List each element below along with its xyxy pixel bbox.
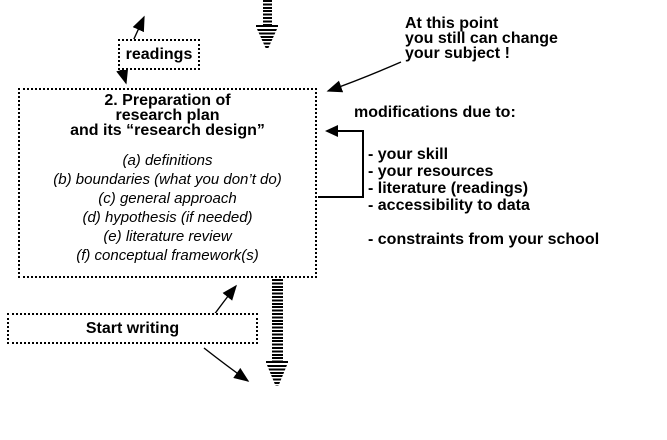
- list-item: (f) conceptual framework(s): [76, 247, 259, 264]
- list-item: (e) literature review: [103, 228, 232, 245]
- research-plan-items: [20, 151, 315, 265]
- constraints-item: - constraints from your school: [368, 231, 600, 248]
- list-item: (c) general approach: [98, 190, 237, 207]
- list-item: (b) boundaries (what you don’t do): [53, 171, 282, 188]
- title-line-3: and its “research design”: [70, 122, 265, 139]
- modifications-list: [368, 146, 530, 214]
- title-line-1: 2. Preparation of: [104, 92, 231, 109]
- list-item: - your resources: [368, 163, 494, 180]
- change-subject-note: [405, 16, 558, 61]
- list-item: - literature (readings): [368, 180, 529, 197]
- note-line-1: At this point: [405, 15, 499, 32]
- modifications-heading: modifications due to:: [354, 104, 516, 121]
- list-item: (a) definitions: [122, 152, 213, 169]
- arrow-startwriting-down-icon: [204, 348, 248, 381]
- title-line-2: research plan: [115, 107, 220, 124]
- note-line-3: your subject !: [405, 45, 510, 62]
- arrow-readings-to-mainbox-icon: [120, 68, 126, 83]
- start-writing-label: Start writing: [85, 319, 180, 337]
- arrow-annotation-to-mainbox-icon: [328, 62, 401, 91]
- readings-box: [118, 39, 200, 70]
- start-writing-box: [7, 313, 258, 344]
- list-item: - accessibility to data: [368, 197, 530, 214]
- modifications-feedback-bracket: [318, 131, 363, 197]
- list-item: (d) hypothesis (if needed): [82, 209, 253, 226]
- bracket-arrowhead-icon: [325, 125, 338, 137]
- arrow-readings-up-icon: [133, 17, 144, 41]
- research-plan-title: [20, 93, 315, 138]
- research-plan-box: [18, 88, 317, 278]
- readings-label: readings: [125, 45, 193, 63]
- list-item: - your skill: [368, 146, 449, 163]
- note-line-2: you still can change: [405, 30, 558, 47]
